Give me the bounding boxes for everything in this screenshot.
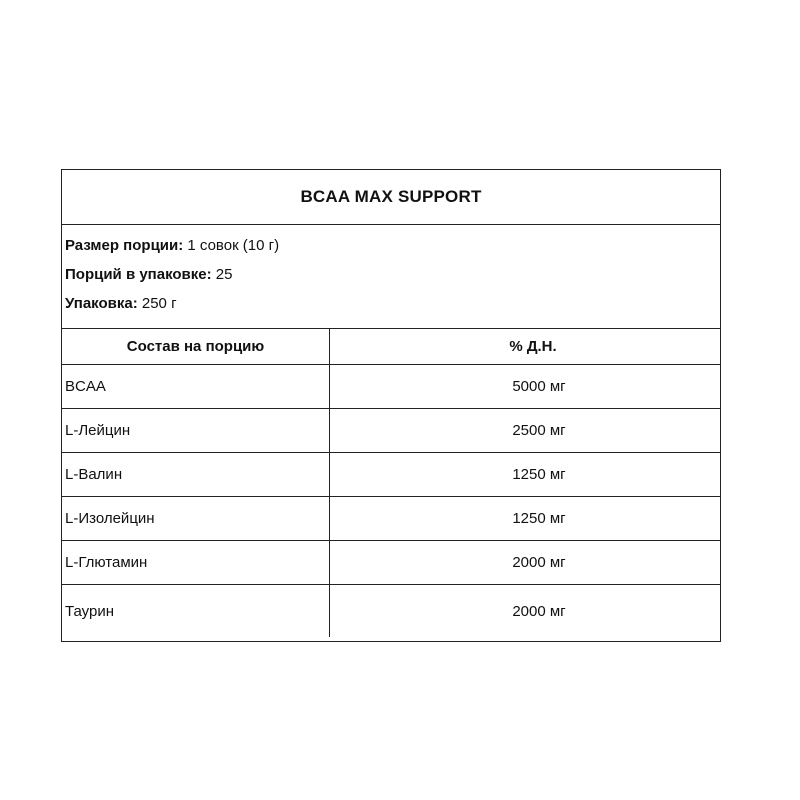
servings-per-package-label: Порций в упаковке: xyxy=(65,266,216,283)
ingredient-amount: 1250 мг xyxy=(512,466,566,483)
ingredient-amount: 2000 мг xyxy=(512,554,566,571)
column-header-daily-value: % Д.Н. xyxy=(509,338,557,355)
ingredient-name: L-Валин xyxy=(62,453,330,496)
ingredient-name: L-Лейцин xyxy=(62,409,330,452)
ingredient-name: L-Глютамин xyxy=(62,541,330,584)
table-row xyxy=(62,497,720,541)
table-row xyxy=(62,541,720,585)
ingredient-amount: 5000 мг xyxy=(512,378,566,395)
nutrition-panel xyxy=(61,169,721,642)
product-title: BCAA MAX SUPPORT xyxy=(62,170,720,225)
table-row xyxy=(62,409,720,453)
servings-per-package-line xyxy=(65,260,720,289)
package-size-line xyxy=(65,289,720,318)
package-size-label: Упаковка: xyxy=(65,295,142,312)
ingredient-amount: 1250 мг xyxy=(512,510,566,527)
serving-size-value: 1 совок (10 г) xyxy=(187,237,280,254)
serving-size-label: Размер порции: xyxy=(65,237,188,254)
servings-per-package-value: 25 xyxy=(215,266,233,283)
serving-info xyxy=(62,225,720,329)
table-header-row xyxy=(62,329,720,365)
ingredient-name: Таурин xyxy=(62,585,330,637)
package-size-value: 250 г xyxy=(141,295,177,312)
table-row xyxy=(62,585,720,637)
column-header-composition: Состав на порцию xyxy=(62,329,330,364)
ingredient-name: L-Изолейцин xyxy=(62,497,330,540)
table-row xyxy=(62,453,720,497)
table-row xyxy=(62,365,720,409)
serving-size-line xyxy=(65,231,720,260)
ingredient-name: BCAA xyxy=(62,365,330,408)
ingredient-amount: 2000 мг xyxy=(512,602,566,620)
composition-table xyxy=(62,329,720,637)
ingredient-amount: 2500 мг xyxy=(512,422,566,439)
